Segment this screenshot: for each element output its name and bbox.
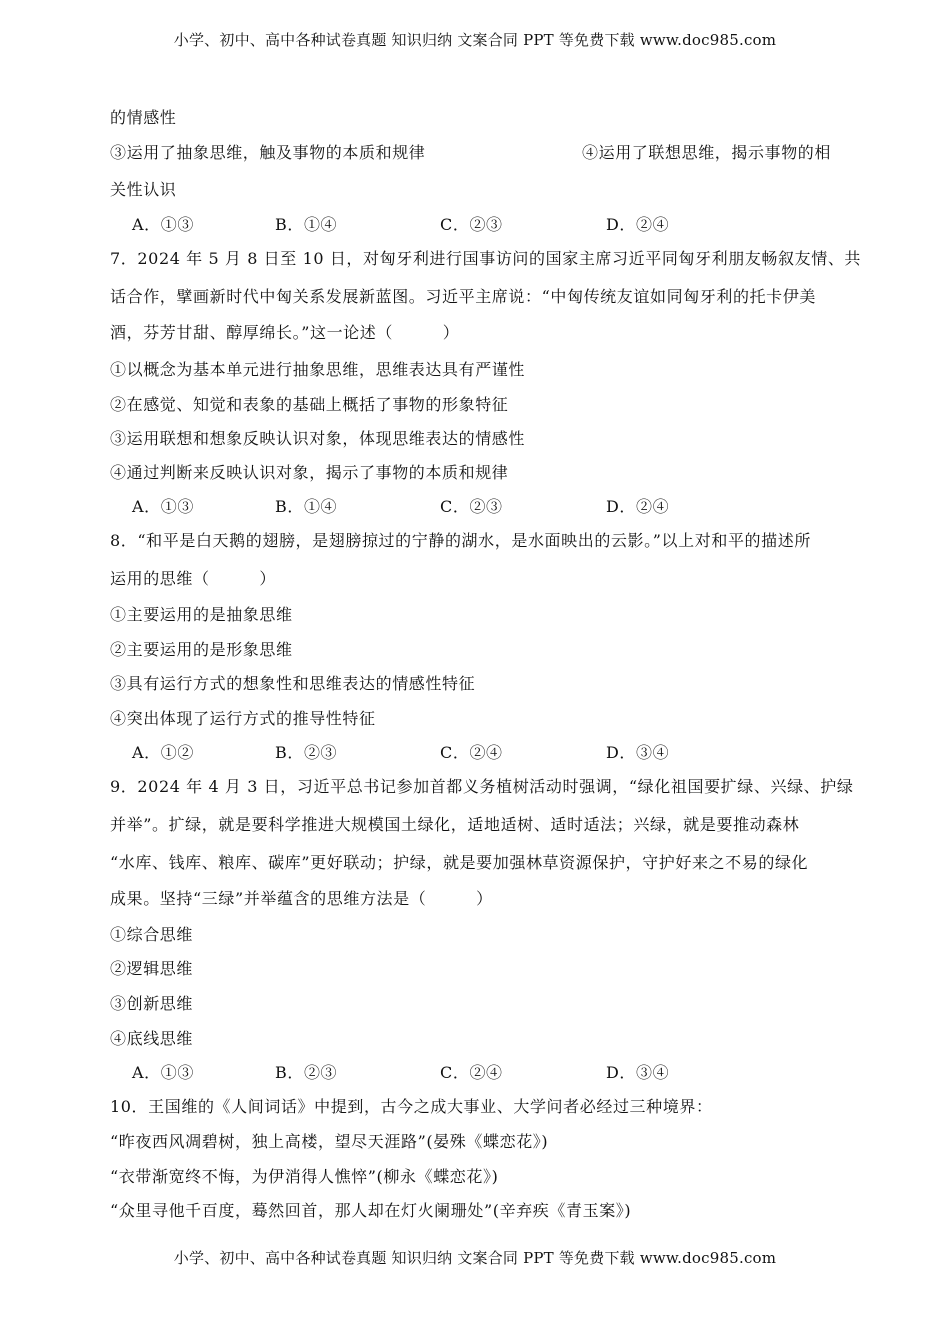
q7-item-3: ③运用联想和想象反映认识对象，体现思维表达的情感性 — [110, 429, 526, 448]
q6-option-a[interactable]: A．①③ — [132, 215, 194, 234]
page-footer: 小学、初中、高中各种试卷真题 知识归纳 文案合同 PPT 等免费下载 www.doc985.com — [173, 1249, 777, 1267]
q7-stem-line-1: 7．2024 年 5 月 8 日至 10 日，对匈牙利进行国事访问的国家主席习近平同匈牙利朋友畅叙友情、共 — [110, 249, 862, 268]
q7-option-a[interactable]: A．①③ — [132, 497, 194, 516]
q6-option-d[interactable]: D．②④ — [606, 215, 670, 234]
q9-stem-line-4: 成果。坚持“三绿”并举蕴含的思维方法是（ ） — [110, 889, 493, 908]
q8-stem-line-1: 8．“和平是白天鹅的翅膀，是翅膀掠过的宁静的湖水，是水面映出的云影。”以上对和平的描述所 — [110, 531, 811, 550]
q8-item-4: ④突出体现了运行方式的推导性特征 — [110, 709, 376, 728]
q6-continuation: 的情感性 — [110, 108, 177, 127]
q10-quote-1: “昨夜西风凋碧树，独上高楼，望尽天涯路”(晏殊《蝶恋花》) — [110, 1132, 549, 1151]
q10-quote-2: “衣带渐宽终不悔，为伊消得人憔悴”(柳永《蝶恋花》) — [110, 1167, 499, 1186]
q6-option-c[interactable]: C．②③ — [440, 215, 503, 234]
q7-stem-line-2: 话合作，擘画新时代中匈关系发展新蓝图。习近平主席说：“中匈传统友谊如同匈牙利的托卡伊美 — [110, 287, 816, 306]
q9-item-2: ②逻辑思维 — [110, 959, 194, 978]
q8-item-2: ②主要运用的是形象思维 — [110, 640, 293, 659]
q6-item-4-continuation: 关性认识 — [110, 180, 177, 199]
q9-option-a[interactable]: A．①③ — [132, 1063, 194, 1082]
q6-item-4: ④运用了联想思维，揭示事物的相 — [582, 143, 832, 162]
q8-option-c[interactable]: C．②④ — [440, 743, 503, 762]
q9-item-3: ③创新思维 — [110, 994, 194, 1013]
page-header: 小学、初中、高中各种试卷真题 知识归纳 文案合同 PPT 等免费下载 www.doc985.com — [173, 31, 777, 49]
q8-item-3: ③具有运行方式的想象性和思维表达的情感性特征 — [110, 674, 476, 693]
q8-option-d[interactable]: D．③④ — [606, 743, 670, 762]
q9-stem-line-3: “水库、钱库、粮库、碳库”更好联动；护绿，就是要加强林草资源保护，守护好来之不易的绿化 — [110, 853, 809, 872]
q7-item-4: ④通过判断来反映认识对象，揭示了事物的本质和规律 — [110, 463, 509, 482]
q9-item-4: ④底线思维 — [110, 1029, 194, 1048]
q7-stem-line-3: 酒，芬芳甘甜、醇厚绵长。”这一论述（ ） — [110, 323, 460, 342]
q7-option-d[interactable]: D．②④ — [606, 497, 670, 516]
q8-option-a[interactable]: A．①② — [132, 743, 194, 762]
q9-option-d[interactable]: D．③④ — [606, 1063, 670, 1082]
q8-stem-line-2: 运用的思维（ ） — [110, 569, 277, 588]
q9-item-1: ①综合思维 — [110, 925, 194, 944]
q7-option-b[interactable]: B．①④ — [275, 497, 338, 516]
q6-item-3: ③运用了抽象思维，触及事物的本质和规律 — [110, 143, 426, 162]
q7-option-c[interactable]: C．②③ — [440, 497, 503, 516]
q9-option-b[interactable]: B．②③ — [275, 1063, 338, 1082]
q7-item-1: ①以概念为基本单元进行抽象思维，思维表达具有严谨性 — [110, 360, 526, 379]
q9-stem-line-2: 并举”。扩绿，就是要科学推进大规模国土绿化，适地适树、适时适法；兴绿，就是要推动森林 — [110, 815, 800, 834]
q10-quote-3: “众里寻他千百度，蓦然回首，那人却在灯火阑珊处”(辛弃疾《青玉案》) — [110, 1201, 632, 1220]
q9-option-c[interactable]: C．②④ — [440, 1063, 503, 1082]
q10-stem-line-1: 10．王国维的《人间词话》中提到，古今之成大事业、大学问者必经过三种境界： — [110, 1097, 713, 1116]
q8-item-1: ①主要运用的是抽象思维 — [110, 605, 293, 624]
q6-option-b[interactable]: B．①④ — [275, 215, 338, 234]
q8-option-b[interactable]: B．②③ — [275, 743, 338, 762]
q7-item-2: ②在感觉、知觉和表象的基础上概括了事物的形象特征 — [110, 395, 509, 414]
q9-stem-line-1: 9．2024 年 4 月 3 日，习近平总书记参加首都义务植树活动时强调，“绿化祖国要扩绿、兴绿、护绿 — [110, 777, 854, 796]
